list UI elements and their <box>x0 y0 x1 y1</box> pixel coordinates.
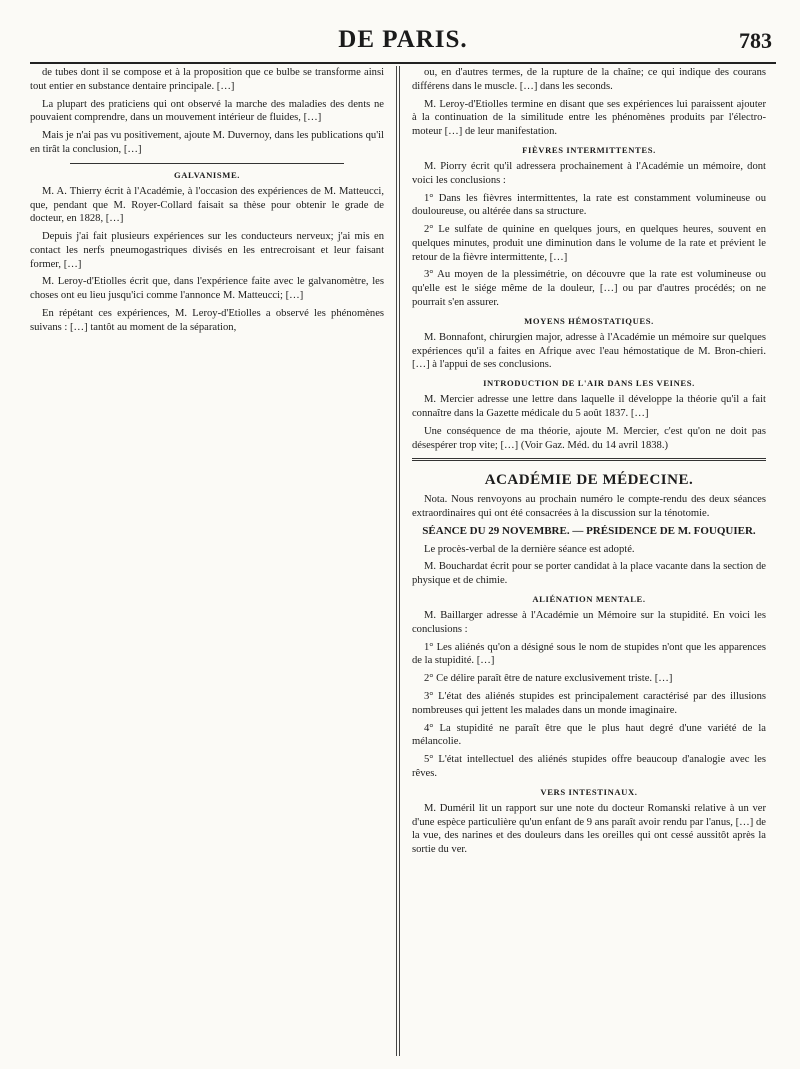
paragraph: Mais je n'ai pas vu positivement, ajoute M. Duvernoy, dans les publications qu'il en tirât la conclusion, […] <box>30 130 385 155</box>
section-rule <box>70 163 344 164</box>
session-heading: SÉANCE DU 29 NOVEMBRE. — PRÉSIDENCE DE M. FOUQUIER. <box>422 525 756 538</box>
paragraph: La plupart des praticiens qui ont observé la marche des maladies des dents ne pouvaient comprendre, dans un mouvement intérieur de fluides, […] <box>30 98 385 124</box>
header-rule <box>30 62 776 64</box>
paragraph: Depuis j'ai fait plusieurs expériences sur les conducteurs nerveux; j'ai mis en contact les nerfs pneumogastriques divisés en les entrecroisant et leur faisant former, […] <box>30 231 385 270</box>
column-separator <box>396 66 400 1056</box>
paragraph: 3° Au moyen de la plessimétrie, on découvre que la rate est volumineuse ou qu'elle est le siége même de la douleur, […] ou par d'autres procédés; on ne pourrait s'en assurer. <box>411 269 766 308</box>
paragraph: M. Bouchardat écrit pour se porter candidat à la place vacante dans la section de physique et de chimie. <box>411 561 766 587</box>
paragraph: M. Piorry écrit qu'il adressera prochainement à l'Académie un mémoire, dont voici les conclusions : <box>411 161 766 186</box>
section-heading-vers: VERS INTESTINAUX. <box>540 786 638 797</box>
right-column <box>402 66 776 1056</box>
paragraph: 2° Le sulfate de quinine en quelques jours, en quelques heures, souvent en quelques minutes, produit une diminution dans le volume de la rate et prévient le retour de la fièvre intermittente, […] <box>411 224 766 263</box>
paragraph: M. Leroy-d'Etiolles termine en disant que ses expériences lui paraissent ajouter à la continuation de la similitude entre les phénomènes produits par l'électro-moteur […] de leur manifestation. <box>411 98 766 138</box>
section-heading-fievres: FIÈVRES INTERMITTENTES. <box>522 144 656 155</box>
page-number: 783 <box>739 28 772 53</box>
paragraph: M. Baillarger adresse à l'Académie un Mémoire sur la stupidité. En voici les conclusions : <box>411 610 766 635</box>
paragraph: 3° L'état des aliénés stupides est principalement caractérisé par des illusions nombreuses qui jettent les malades dans un monde imaginaire. <box>411 690 766 716</box>
paragraph: M. Mercier adresse une lettre dans laquelle il développe la théorie qu'il a fait connaître dans la Gazette médicale du 5 août 1837. […] <box>411 394 766 420</box>
paragraph: 1° Dans les fièvres intermittentes, la rate est constamment volumineuse ou douloureuse, ou altérée dans sa structure. <box>411 192 766 218</box>
paragraph: ou, en d'autres termes, de la rupture de la chaîne; ce qui indique des courans différens dans le muscle. […] dans les seconds. <box>411 67 766 92</box>
paragraph: 4° La stupidité ne paraît être que le plus haut degré d'une variété de la mélancolie. <box>411 722 766 748</box>
paragraph: M. Duméril lit un rapport sur une note du docteur Romanski relative à un ver d'une espèce particulière qu'un enfant de 9 ans paraît avoir rendu par l'anus, […] de la vue, des narines et des douleurs dans les oreilles qui ont cessé aussitôt après la sortie du ver. <box>411 802 766 856</box>
section-rule <box>412 458 766 461</box>
section-heading-alienation: ALIÉNATION MENTALE. <box>532 593 646 604</box>
paragraph: Nota. Nous renvoyons au prochain numéro le compte-rendu des deux séances extraordinaires qui ont été consacrées à la discussion sur la ténotomie. <box>411 493 766 519</box>
paragraph: Une conséquence de ma théorie, ajoute M. Mercier, c'est qu'on ne doit pas désespérer trop vite; […] (Voir Gaz. Méd. du 14 avril 1838.) <box>411 425 766 451</box>
paragraph: 1° Les aliénés qu'on a désigné sous le nom de stupides n'ont que les apparences de la stupidité. […] <box>411 641 766 667</box>
two-column-body <box>30 66 776 1056</box>
left-column <box>30 66 394 1056</box>
section-heading-moyens: MOYENS HÉMOSTATIQUES. <box>524 315 654 326</box>
paragraph: 5° L'état intellectuel des aliénés stupides offre beaucoup d'analogie avec les rêves. <box>411 754 766 779</box>
paragraph: de tubes dont il se compose et à la proposition que ce bulbe se transforme ainsi tout entier en substance dentaire principale. […] <box>30 67 385 92</box>
section-heading-galvanisme: GALVANISME. <box>173 169 241 180</box>
paragraph: M. Bonnafont, chirurgien major, adresse à l'Académie un mémoire sur quelques expériences qu'il a faites en Afrique avec l'eau hémostatique de M. Bron-chieri. […] à l'appui de ses conclusions. <box>411 331 766 371</box>
section-heading-academie: ACADÉMIE DE MÉDECINE. <box>484 472 694 489</box>
paragraph: Le procès-verbal de la dernière séance est adopté. <box>423 543 635 555</box>
paragraph: M. Leroy-d'Etiolles écrit que, dans l'expérience faite avec le galvanomètre, les choses ont eu lieu jusqu'ici comme l'annonce M. Matteucci; […] <box>30 276 385 302</box>
paragraph: 2° Ce délire paraît être de nature exclusivement triste. […] <box>423 673 673 685</box>
page-header <box>30 22 776 66</box>
running-title: DE PARIS. <box>338 26 468 53</box>
section-heading-air-veines: INTRODUCTION DE L'AIR DANS LES VEINES. <box>483 378 695 389</box>
paragraph: En répétant ces expériences, M. Leroy-d'Etiolles a observé les phénomènes suivans : […] tantôt au moment de la séparation, <box>30 307 385 333</box>
paragraph: M. A. Thierry écrit à l'Académie, à l'occasion des expériences de M. Matteucci, que, pendant que M. Royer-Collard faisait sa thèse pour obtenir le grade de docteur, en 1828, […] <box>30 185 385 225</box>
